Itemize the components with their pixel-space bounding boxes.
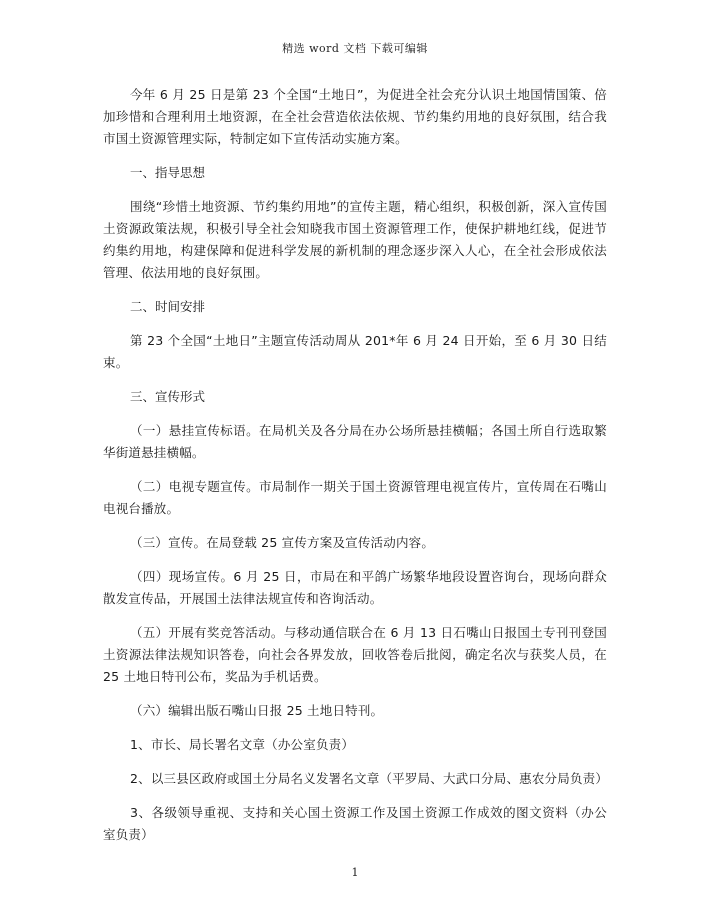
- section-heading-forms: 三、宣传形式: [130, 389, 206, 404]
- form-item-4: （四）现场宣传。6 月 25 日，市局在和平鸽广场繁华地段设置咨询台，现场向群众散发宣传品，开展国土法律法规宣传和咨询活动。: [103, 569, 607, 606]
- form-item-2: （二）电视专题宣传。市局制作一期关于国土资源管理电视宣传片，宣传周在石嘴山电视台播放。: [103, 479, 607, 516]
- page-number: 1: [351, 866, 359, 879]
- page-header: 精选 word 文档 下载可编辑: [282, 42, 428, 55]
- sub-item-1: 1、市长、局长署名文章（办公室负责）: [130, 737, 355, 752]
- intro-paragraph: 今年 6 月 25 日是第 23 个全国“土地日”，为促进全社会充分认识土地国情国策、倍加珍惜和合理利用土地资源，在全社会营造依法依规、节约集约用地的良好氛围，结合我市国土资源管理实际，特制定如下宣传活动实施方案。: [103, 87, 607, 146]
- form-item-5: （五）开展有奖竞答活动。与移动通信联合在 6 月 13 日石嘴山日报国土专刊刊登国土资源法律法规知识答卷，向社会各界发放，回收答卷后批阅，确定名次与获奖人员，在 25 土地日特刊公布，奖品为手机话费。: [103, 625, 607, 684]
- guiding-ideology-paragraph: 围绕“珍惜土地资源、节约集约用地”的宣传主题，精心组织，积极创新，深入宣传国土资源政策法规，积极引导全社会知晓我市国土资源管理工作，使保护耕地红线，促进节约集约用地，构建保障和促进科学发展的新机制的理念逐步深入人心，在全社会形成依法管理、依法用地的良好氛围。: [103, 199, 607, 280]
- schedule-paragraph: 第 23 个全国“土地日”主题宣传活动周从 201*年 6 月 24 日开始，至 6 月 30 日结束。: [103, 333, 607, 370]
- sub-item-3: 3、各级领导重视、支持和关心国土资源工作及国土资源工作成效的图文资料（办公室负责）: [103, 805, 607, 842]
- form-item-6: （六）编辑出版石嘴山日报 25 土地日特刊。: [130, 703, 384, 718]
- sub-item-2: 2、以三县区政府或国土分局名义发署名文章（平罗局、大武口分局、惠农分局负责）: [130, 771, 609, 786]
- section-heading-guiding-ideology: 一、指导思想: [130, 165, 206, 180]
- section-heading-schedule: 二、时间安排: [130, 299, 206, 314]
- form-item-3: （三）宣传。在局登载 25 宣传方案及宣传活动内容。: [130, 535, 435, 550]
- document-body: [103, 84, 607, 858]
- form-item-1: （一）悬挂宣传标语。在局机关及各分局在办公场所悬挂横幅；各国土所自行选取繁华街道悬挂横幅。: [103, 423, 607, 460]
